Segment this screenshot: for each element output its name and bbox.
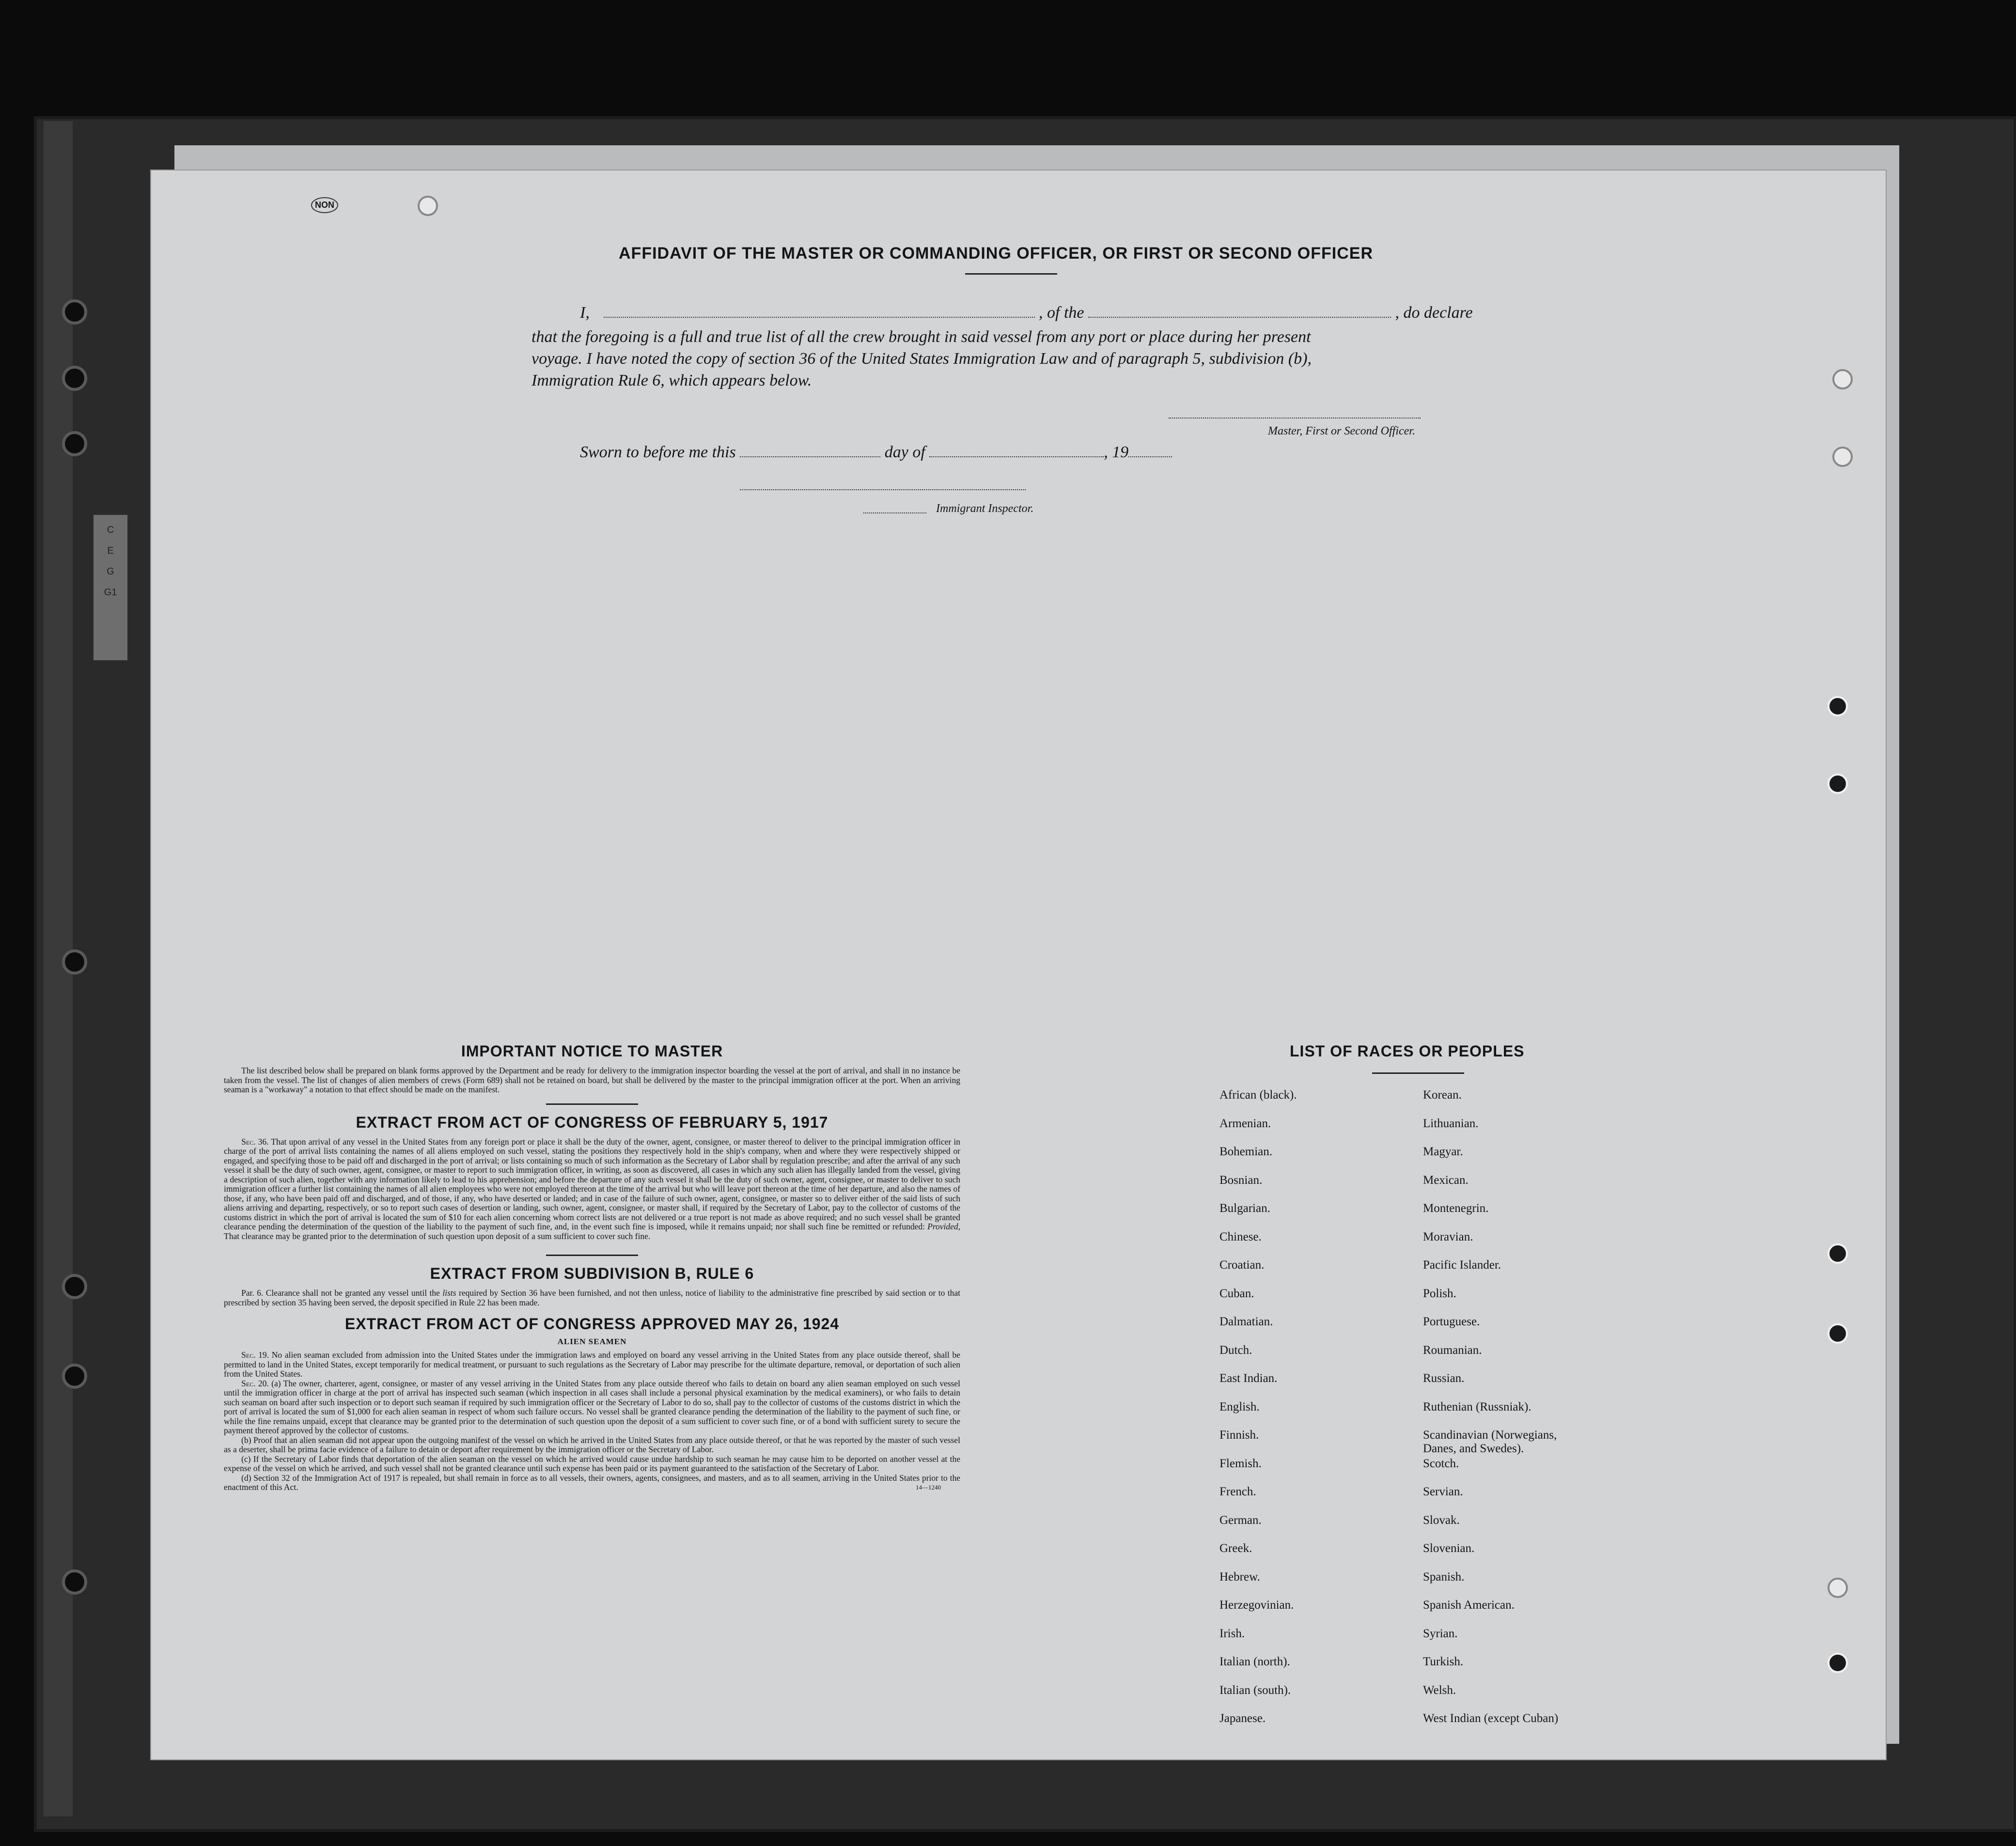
legal-notices [224,1042,960,1492]
page-stamp: NON [311,197,338,213]
notice-title: IMPORTANT NOTICE TO MASTER [461,1042,723,1060]
race-item: Pacific Islander. [1423,1258,1501,1272]
affidavit-line-3: voyage. I have noted the copy of section 36 of the United States Immigration Law and of paragraph 5, subdivision (b), [531,350,1312,368]
manifest-page [150,170,1887,1760]
punch-hole [1828,1578,1848,1598]
section-rule [546,1255,638,1256]
race-item: French. [1219,1485,1256,1498]
punch-hole [1828,1243,1848,1264]
extract-rule6-body [224,1288,960,1307]
punch-hole [1828,696,1848,716]
race-item: Syrian. [1423,1627,1458,1640]
of-the-label: , of the [1039,304,1084,322]
race-item: Dutch. [1219,1343,1252,1357]
races-right-column [1423,1088,1651,1740]
races-title-rule [1372,1072,1464,1074]
binder-hole [62,1569,87,1595]
punch-hole [1828,774,1848,794]
race-item: West Indian (except Cuban) [1423,1712,1559,1725]
race-item: Croatian. [1219,1258,1265,1272]
section-rule [546,1103,638,1105]
race-item: Japanese. [1219,1712,1266,1725]
sec-19-label: Sec. 19. [241,1350,269,1360]
sec-20a-paragraph [224,1379,960,1436]
tab-mark: E [107,545,114,556]
proviso-label: Provided, [927,1222,961,1231]
binder-hole [62,431,87,456]
sworn-year-label: , 19 [1104,443,1129,461]
alien-seamen-subtitle: ALIEN SEAMEN [557,1337,627,1346]
sworn-month-field[interactable] [929,444,1104,457]
par-6-text-a: Clearance shall not be granted any vessel until the [266,1288,440,1298]
race-item: Scotch. [1423,1457,1459,1470]
races-title: LIST OF RACES OR PEOPLES [1290,1042,1525,1060]
race-item: Bulgarian. [1219,1202,1270,1215]
race-item: East Indian. [1219,1372,1278,1385]
affidavit-line-4: Immigration Rule 6, which appears below. [531,372,812,389]
race-item: Scandinavian (Norwegians, Danes, and Swedes). [1423,1428,1557,1455]
race-item: Irish. [1219,1627,1245,1640]
race-item: Chinese. [1219,1230,1262,1243]
sec-19-text: No alien seaman excluded from admission into the United States under the immigration laws and employed on board any vessel arriving in the United States from any place outside thereof, shall be permitted to land in the United States, except temporarily for medical treatment, or pursuant to such regulations as the Secretary of Labor may prescribe for the ultimate departure, removal, or deportation of such alien from the United States. [224,1350,960,1379]
race-item: Welsh. [1423,1683,1456,1697]
affidavit-line-1 [580,304,1473,322]
punch-hole [418,196,438,216]
race-item: Cuban. [1219,1287,1254,1300]
sworn-day-field[interactable] [740,444,880,457]
inspector-signature-line[interactable] [740,489,1026,490]
race-item: Armenian. [1219,1117,1271,1130]
race-item: Lithuanian. [1423,1117,1479,1130]
notice-body: The list described below shall be prepared on blank forms approved by the Department and be ready for delivery to the immigration inspector boarding the vessel at the port of arrival, and shall in no instance be taken from the vessel. The list of changes of alien members of crews (Form 689) shall not be retained on board, but shall be delivered by the master to the principal immigration officer at the port. When an arriving seaman is a "workaway" a notation to that effect should be made on the manifest. [224,1066,960,1094]
punch-hole [1832,369,1853,389]
race-item: Finnish. [1219,1428,1259,1442]
binder-hole [62,1274,87,1299]
race-item: Hebrew. [1219,1570,1260,1583]
race-item: Roumanian. [1423,1343,1482,1357]
sworn-line [580,443,1172,462]
index-tab [92,513,129,662]
sec-20b-paragraph: (b) Proof that an alien seaman did not appear upon the outgoing manifest of the vessel on which he arrived in the United States from any place outside thereof, or that he was reported by the master of such vessel as a deserter, shall be prima facie evidence of a failure to detain or deport after requirement by the immigration officer or the Secretary of Labor. [224,1435,960,1454]
sec-20-label: Sec. 20. [241,1378,269,1388]
affidavit-title: AFFIDAVIT OF THE MASTER OR COMMANDING OFFICER, OR FIRST OR SECOND OFFICER [619,244,1373,263]
punch-hole [1828,1323,1848,1344]
name-blank-field[interactable] [604,304,1035,318]
race-item: Mexican. [1423,1173,1469,1187]
race-item: Italian (north). [1219,1655,1290,1668]
race-item: Slovenian. [1423,1542,1475,1555]
race-item: German. [1219,1513,1262,1527]
inspector-name-line[interactable] [863,505,926,513]
extract-rule6-title: EXTRACT FROM SUBDIVISION B, RULE 6 [430,1265,754,1282]
race-item: Magyar. [1423,1145,1463,1158]
master-signature-line[interactable] [1169,408,1421,419]
race-item: Montenegrin. [1423,1202,1489,1215]
par-6-text-b: required by Section 36 have been furnished, and not then unless, notice of liability to the administrative fine prescribed by said section or to that prescribed by section 35 having been served, the deposit specified in Rule 22 has been made. [224,1288,961,1307]
binder-hole [62,366,87,391]
race-item: Greek. [1219,1542,1252,1555]
race-item: Bohemian. [1219,1145,1273,1158]
races-left-column [1219,1088,1404,1740]
race-item: Dalmatian. [1219,1315,1273,1328]
race-item: Flemish. [1219,1457,1262,1470]
race-item: Spanish. [1423,1570,1465,1583]
affidavit-pronoun: I, [580,304,590,322]
sec-19-paragraph [224,1350,960,1379]
race-item: Turkish. [1423,1655,1464,1668]
binder-hole [62,1364,87,1389]
extract-1917-title: EXTRACT FROM ACT OF CONGRESS OF FEBRUARY 5, 1917 [356,1113,828,1131]
lists-word: lists [442,1288,456,1298]
sec-36-text: That upon arrival of any vessel in the United States from any foreign port or place it shall be the duty of the owner, agent, consignee, or master thereof to deliver to the principal immigration officer in charge of the port of arrival lists containing the names of all aliens employed on such vessel, stating the positions they respectively hold in the ship's company, when and where they were respectively shipped or engaged, and specifying those to be paid off and discharged in the port of arrival; or lists containing so much of such information as the Secretary of Labor shall by regulation prescribe; and after the arrival of any such vessel it shall be the duty of such owner, agent, consignee, or master to report to such immigration officer, in writing, as soon as discovered, all cases in which any such alien has illegally landed from the vessel, giving a description of such alien, together with any information likely to lead to his apprehension; and before the departure of any such vessel it shall be the duty of such owner, agent, consignee, or master to deliver to such immigration officer a further list containing the names of all alien employees who were not employed thereon at the time of the arrival but who will leave port thereon at the time of her departure, and also the names of those, if any, who have been paid off and discharged, and of those, if any, who have deserted or landed; and in case of the failure of such owner, agent, consignee, or master so to deliver either of the said lists of such aliens arriving and departing, respectively, or so to report such cases of desertion or landing, such owner, agent, consignee, or master shall, if required by the Secretary of Labor, pay to the collector of customs of the customs district in which the port of arrival is located the sum of $10 for each alien concerning whom correct lists are not delivered or a true report is not made as above required; and no such vessel shall be granted clearance pending the determination of the question of the liability to the payment of such fine, and, in the event such fine is imposed, while it remains unpaid; nor shall such fine be remitted or refunded: [224,1136,960,1231]
extract-1917-body [224,1137,960,1241]
race-item: Portuguese. [1423,1315,1480,1328]
sworn-prefix: Sworn to before me this [580,443,736,461]
race-item: Bosnian. [1219,1173,1263,1187]
master-signature-label: Master, First or Second Officer. [1268,425,1415,437]
race-item: Spanish American. [1423,1598,1515,1612]
race-item: Russian. [1423,1372,1465,1385]
race-item: Polish. [1423,1287,1456,1300]
race-item: Herzegovinian. [1219,1598,1294,1612]
race-item: Italian (south). [1219,1683,1291,1697]
form-number: 14—1240 [916,1484,941,1491]
sec-20d-paragraph [224,1474,960,1492]
race-item: Servian. [1423,1485,1463,1498]
extract-1924-title: EXTRACT FROM ACT OF CONGRESS APPROVED MAY 26, 1924 [344,1315,840,1333]
punch-hole [1832,447,1853,467]
race-item: Slovak. [1423,1513,1460,1527]
title-rule [965,273,1057,275]
do-declare-label: , do declare [1395,304,1473,322]
race-item: Korean. [1423,1088,1462,1101]
vessel-blank-field[interactable] [1088,304,1391,318]
sworn-year-field[interactable] [1128,444,1172,457]
sec-20d-text: (d) Section 32 of the Immigration Act of 1917 is repealed, but shall remain in force as to all vessels, their owners, agents, consignees, and masters, and as to all seamen, arriving in the United States prior to the enactment of this Act. [224,1473,960,1492]
sec-36-label: Sec. 36. [241,1136,269,1147]
tab-mark: G [107,566,114,577]
proviso-text: That clearance may be granted prior to the determination of such question upon deposit of a sum sufficient to cover such fine. [224,1231,651,1241]
sec-20c-paragraph: (c) If the Secretary of Labor finds that deportation of the alien seaman on the vessel on which he arrived would cause undue hardship to such seaman he may cause him to be deported on another vessel at the expense of the vessel on which he arrived, and such vessel shall not be granted clearance until such expense has been paid or its payment guaranteed to the satisfaction of the Secretary of Labor. [224,1454,960,1473]
sworn-day-label: day of [884,443,925,461]
race-item: African (black). [1219,1088,1297,1101]
race-item: Moravian. [1423,1230,1473,1243]
sec-20a-text: (a) The owner, charterer, agent, consignee, or master of any vessel arriving in the United States from any place outside thereof who fails to detain on board any alien seaman employed on such vessel until the immigration officer in charge at the port of arrival has inspected such seaman (which inspection in all cases shall include a personal physical examination by the medical examiners), or who fails to detain such seaman on board after such inspection or to deport such seaman if required by such immigration officer or the Secretary of Labor to do so, shall pay to the collector of customs of the customs district in which the port of arrival is located the sum of $1,000 for each alien seaman in respect of whom such failure occurs. No vessel shall be granted clearance pending the determination of the liability to the payment of such fine, or while the fine remains unpaid, except that clearance may be granted prior to the determination of such question upon the deposit of a sum sufficient to cover such fine, or of a bond with sufficient surety to secure the payment thereof approved by the collector of customs. [224,1378,960,1435]
punch-hole [1828,1653,1848,1673]
tab-mark: G1 [104,587,117,598]
binder-hole [62,299,87,325]
binder-hole [62,949,87,975]
race-item: English. [1219,1400,1260,1413]
par-6-label: Par. 6. [241,1288,264,1298]
inspector-label: Immigrant Inspector. [936,502,1034,515]
tab-mark: C [107,525,114,535]
race-item: Ruthenian (Russniak). [1423,1400,1532,1413]
affidavit-line-2: that the foregoing is a full and true list of all the crew brought in said vessel from any port or place during her present [531,328,1311,346]
